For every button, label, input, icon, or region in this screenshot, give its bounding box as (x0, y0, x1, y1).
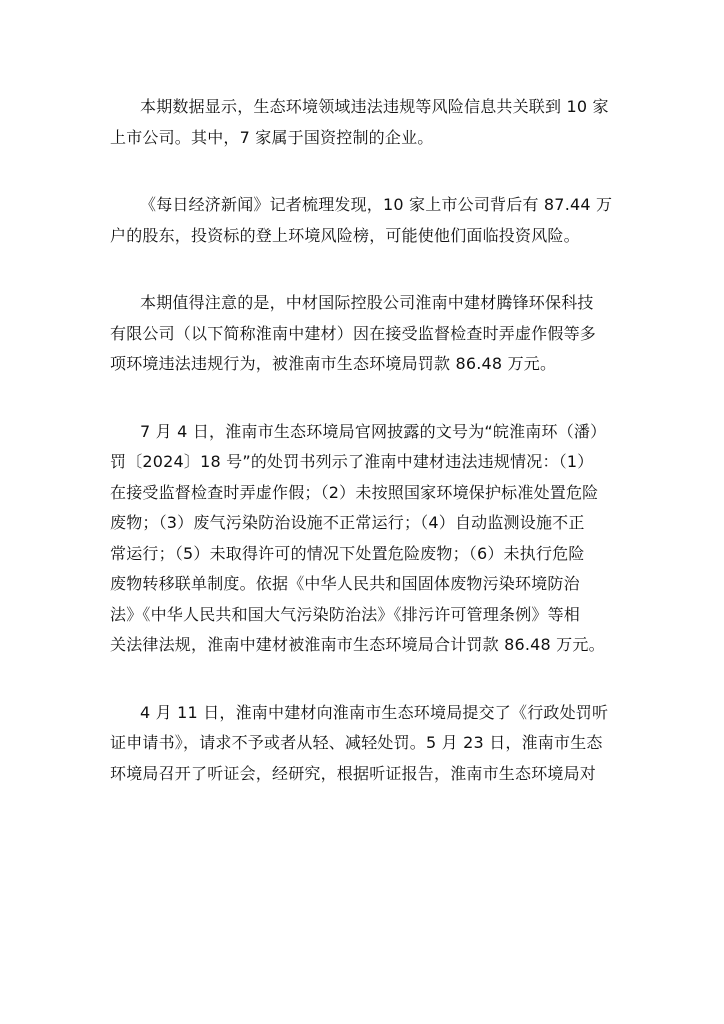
paragraph-gap (110, 661, 612, 698)
text-line: 法》《中华人民共和国大气污染防治法》《排污许可管理条例》等相 (110, 604, 581, 624)
text-line: 环境局召开了听证会，经研究，根据听证报告，淮南市生态环境局对 (110, 763, 597, 783)
paragraph-2 (110, 190, 612, 251)
text-line: 罚〔2024〕18 号”的处罚书列示了淮南中建材违法违规情况：（1） (110, 452, 594, 471)
text-line: 常运行；（5）未取得许可的情况下处置危险废物；（6）未执行危险 (110, 543, 585, 563)
text-line: 上市公司。其中，7 家属于国资控制的企业。 (110, 127, 434, 147)
paragraph-3 (110, 288, 612, 380)
text-line: 证申请书》，请求不予或者从轻、减轻处罚。5 月 23 日，淮南市生态 (110, 733, 603, 752)
text-line: 项环境违法违规行为，被淮南市生态环境局罚款 86.48 万元。 (110, 354, 557, 373)
text-line: 4 月 11 日，淮南中建材向淮南市生态环境局提交了《行政处罚听 (140, 702, 609, 722)
paragraph-4 (110, 417, 612, 661)
paragraph-gap (110, 380, 612, 417)
text-line: 有限公司（以下简称淮南中建材）因在接受监督检查时弄虚作假等多 (110, 323, 597, 343)
text-line: 本期数据显示，生态环境领域违法违规等风险信息共关联到 10 家 (140, 97, 609, 116)
paragraph-gap (110, 251, 612, 288)
text-line: 7 月 4 日，淮南市生态环境局官网披露的文号为“皖淮南环（潘） (140, 421, 607, 441)
text-line: 废物；（3）废气污染防治设施不正常运行；（4）自动监测设施不正 (110, 513, 585, 532)
text-line: 废物转移联单制度。依据《中华人民共和国固体废物污染环境防治 (110, 574, 580, 593)
paragraph-1 (110, 92, 612, 153)
text-line: 本期值得注意的是，中材国际控股公司淮南中建材腾锋环保科技 (140, 293, 594, 312)
document-body (110, 92, 612, 789)
text-line: 在接受监督检查时弄虚作假；（2）未按照国家环境保护标准处置危险 (110, 482, 599, 502)
text-line: 《每日经济新闻》记者梳理发现，10 家上市公司背后有 87.44 万 (140, 195, 613, 214)
paragraph-gap (110, 153, 612, 190)
paragraph-5 (110, 698, 612, 790)
text-line: 关法律法规，淮南中建材被淮南市生态环境局合计罚款 86.48 万元。 (110, 635, 605, 654)
text-line: 户的股东，投资标的登上环境风险榜，可能使他们面临投资风险。 (110, 225, 580, 245)
